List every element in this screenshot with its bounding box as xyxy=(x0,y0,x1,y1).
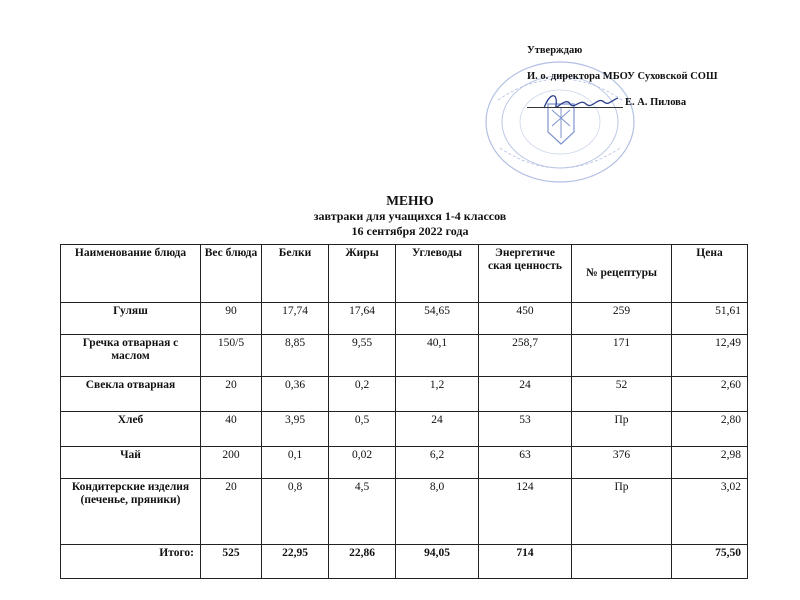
table-row xyxy=(61,377,748,412)
header-dish-name: Наименование блюда xyxy=(61,245,201,303)
menu-subtitle: завтраки для учащихся 1-4 классов xyxy=(313,209,507,223)
cell-total-carbohydrates: 94,05 xyxy=(396,545,479,579)
header-weight: Вес блюда xyxy=(201,245,262,303)
cell-proteins: 3,95 xyxy=(262,412,329,447)
cell-fats: 0,5 xyxy=(329,412,396,447)
cell-carbohydrates: 8,0 xyxy=(396,479,479,545)
cell-carbohydrates: 40,1 xyxy=(396,335,479,377)
cell-weight: 90 xyxy=(201,303,262,335)
cell-dish-name: Чай xyxy=(61,447,201,479)
cell-fats: 4,5 xyxy=(329,479,396,545)
header-fats: Жиры xyxy=(329,245,396,303)
cell-recipe-number: 52 xyxy=(572,377,672,412)
cell-energy-value: 53 xyxy=(479,412,572,447)
cell-recipe-number: 376 xyxy=(572,447,672,479)
menu-date: 16 сентября 2022 года xyxy=(351,224,469,238)
cell-weight: 200 xyxy=(201,447,262,479)
cell-price: 2,80 xyxy=(672,412,748,447)
cell-dish-name: Хлеб xyxy=(61,412,201,447)
cell-fats: 17,64 xyxy=(329,303,396,335)
cell-weight: 150/5 xyxy=(201,335,262,377)
cell-price: 2,60 xyxy=(672,377,748,412)
cell-total-recipe-number xyxy=(572,545,672,579)
cell-proteins: 0,1 xyxy=(262,447,329,479)
cell-energy-value: 24 xyxy=(479,377,572,412)
cell-price: 12,49 xyxy=(672,335,748,377)
cell-proteins: 0,8 xyxy=(262,479,329,545)
header-recipe-number: № рецептуры xyxy=(572,245,672,303)
cell-total-proteins: 22,95 xyxy=(262,545,329,579)
signature-line xyxy=(527,107,623,108)
cell-carbohydrates: 24 xyxy=(396,412,479,447)
approval-position: И. о. директора МБОУ Суховской СОШ xyxy=(527,71,718,82)
menu-table xyxy=(60,244,748,579)
header-proteins: Белки xyxy=(262,245,329,303)
table-row xyxy=(61,412,748,447)
cell-price: 51,61 xyxy=(672,303,748,335)
cell-price: 2,98 xyxy=(672,447,748,479)
table-row xyxy=(61,447,748,479)
cell-fats: 0,02 xyxy=(329,447,396,479)
approval-signer-name: Е. А. Пилова xyxy=(625,97,687,108)
cell-carbohydrates: 6,2 xyxy=(396,447,479,479)
cell-recipe-number: 259 xyxy=(572,303,672,335)
table-header-row xyxy=(61,245,748,303)
cell-energy-value: 63 xyxy=(479,447,572,479)
cell-carbohydrates: 1,2 xyxy=(396,377,479,412)
cell-energy-value: 450 xyxy=(479,303,572,335)
menu-title: МЕНЮ xyxy=(386,193,434,208)
menu-heading xyxy=(0,193,800,239)
cell-recipe-number: 171 xyxy=(572,335,672,377)
cell-proteins: 8,85 xyxy=(262,335,329,377)
table-row xyxy=(61,335,748,377)
cell-dish-name: Кондитерские изделия (печенье, пряники) xyxy=(61,479,201,545)
cell-price: 3,02 xyxy=(672,479,748,545)
cell-proteins: 0,36 xyxy=(262,377,329,412)
cell-recipe-number: Пр xyxy=(572,412,672,447)
handwritten-signature xyxy=(540,88,620,114)
cell-weight: 20 xyxy=(201,479,262,545)
table-row xyxy=(61,303,748,335)
header-energy-value: Энергетиче ская ценность xyxy=(479,245,572,303)
table-row xyxy=(61,479,748,545)
cell-total-energy-value: 714 xyxy=(479,545,572,579)
cell-energy-value: 258,7 xyxy=(479,335,572,377)
table-total-row xyxy=(61,545,748,579)
header-carbohydrates: Углеводы xyxy=(396,245,479,303)
cell-weight: 40 xyxy=(201,412,262,447)
cell-weight: 20 xyxy=(201,377,262,412)
cell-total-weight: 525 xyxy=(201,545,262,579)
approval-heading: Утверждаю xyxy=(527,45,583,56)
cell-total-fats: 22,86 xyxy=(329,545,396,579)
cell-total-label: Итого: xyxy=(61,545,201,579)
cell-energy-value: 124 xyxy=(479,479,572,545)
cell-proteins: 17,74 xyxy=(262,303,329,335)
cell-dish-name: Свекла отварная xyxy=(61,377,201,412)
cell-total-price: 75,50 xyxy=(672,545,748,579)
cell-fats: 9,55 xyxy=(329,335,396,377)
cell-dish-name: Гуляш xyxy=(61,303,201,335)
cell-dish-name: Гречка отварная с маслом xyxy=(61,335,201,377)
header-price: Цена xyxy=(672,245,748,303)
cell-recipe-number: Пр xyxy=(572,479,672,545)
cell-carbohydrates: 54,65 xyxy=(396,303,479,335)
cell-fats: 0,2 xyxy=(329,377,396,412)
